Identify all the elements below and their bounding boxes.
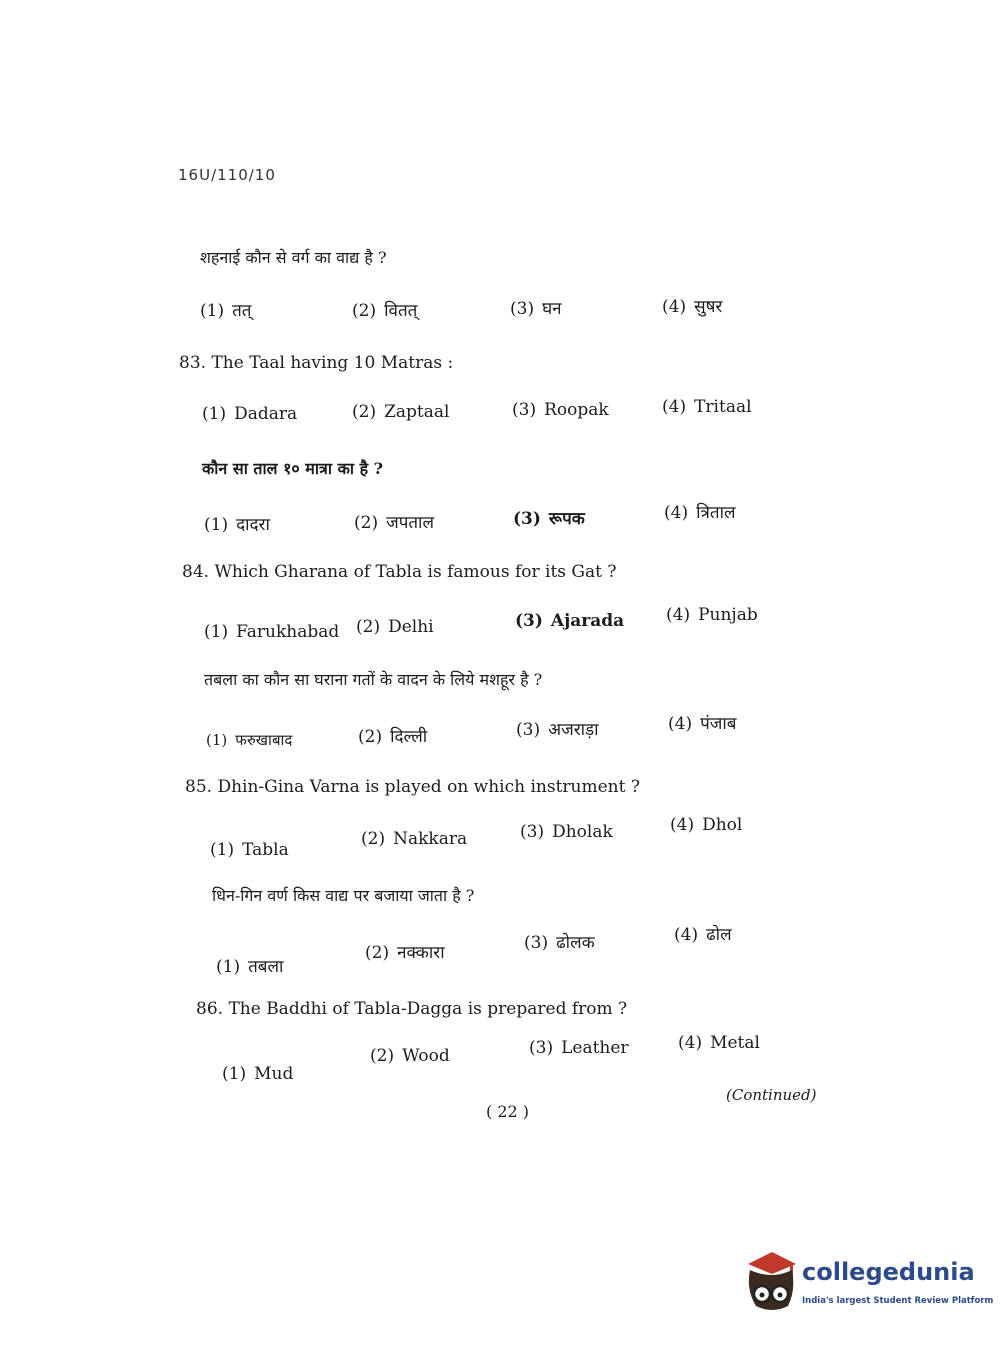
option-text: Nakkara	[393, 829, 468, 849]
option-text: नक्कारा	[397, 943, 445, 963]
option-number: (4)	[668, 714, 693, 734]
option-text: Delhi	[388, 617, 434, 637]
option-number: (3)	[520, 822, 545, 842]
option-number: (4)	[678, 1033, 703, 1053]
option-text: Dhol	[702, 815, 743, 835]
option-84-en-2	[356, 617, 434, 637]
option-number: (2)	[370, 1046, 395, 1066]
option-text: Zaptaal	[384, 402, 450, 422]
option-82-hi-1	[200, 298, 251, 321]
option-84-hi-1	[206, 730, 292, 750]
option-number: (1)	[204, 622, 229, 642]
option-number: (1)	[216, 957, 241, 977]
option-83-hi-4	[664, 500, 736, 523]
option-text: Leather	[561, 1038, 629, 1058]
option-number: (1)	[222, 1064, 247, 1084]
question-86: 86. The Baddhi of Tabla-Dagga is prepared from ?	[196, 999, 628, 1019]
option-85-en-3	[520, 822, 613, 842]
question-85-hindi: धिन-गिन वर्ण किस वाद्य पर बजाया जाता है ?	[212, 886, 475, 905]
option-text: Tabla	[242, 840, 289, 860]
option-text: वितत्	[384, 301, 418, 321]
option-82-hi-3	[510, 296, 562, 319]
option-number: (2)	[356, 617, 381, 637]
option-85-hi-4	[674, 922, 732, 945]
option-number: (2)	[354, 513, 379, 533]
option-text: घन	[542, 299, 562, 319]
collegedunia-logo	[742, 1250, 994, 1316]
option-text: जपताल	[386, 513, 434, 533]
option-number: (2)	[358, 727, 383, 747]
page-number: ( 22 )	[486, 1102, 530, 1121]
option-83-hi-2	[354, 510, 434, 533]
option-text: तबला	[248, 957, 284, 977]
question-82-hindi: शहनाई कौन से वर्ग का वाद्य है ?	[200, 248, 387, 267]
question-84-hindi: तबला का कौन सा घराना गतों के वादन के लिये मशहूर है ?	[204, 670, 543, 689]
question-84: 84. Which Gharana of Tabla is famous for its Gat ?	[182, 562, 617, 582]
option-number: (1)	[204, 515, 229, 535]
option-text: ढोल	[706, 925, 732, 945]
option-text: Tritaal	[694, 397, 752, 417]
option-85-hi-1	[216, 954, 283, 977]
option-number: (1)	[200, 301, 225, 321]
option-86-en-2	[370, 1046, 450, 1066]
option-text: Wood	[402, 1046, 450, 1066]
option-number: (3)	[510, 299, 535, 319]
option-text: Punjab	[698, 605, 758, 625]
logo-tagline: India's largest Student Review Platform	[802, 1296, 994, 1306]
option-number: (4)	[662, 397, 687, 417]
question-83: 83. The Taal having 10 Matras :	[179, 353, 454, 373]
continued-note: (Continued)	[726, 1086, 817, 1104]
option-text: Mud	[254, 1064, 294, 1084]
logo-wordmark: collegedunia	[802, 1258, 975, 1286]
option-86-en-4	[678, 1033, 760, 1053]
option-text: फरुखाबाद	[235, 731, 293, 749]
option-85-en-1	[210, 840, 289, 860]
option-83-hi-3	[513, 506, 585, 529]
option-text: अजराड़ा	[548, 720, 599, 740]
option-number: (1)	[210, 840, 235, 860]
option-84-en-1	[204, 622, 339, 642]
mascot-icon	[742, 1250, 800, 1316]
option-83-en-3	[512, 400, 609, 420]
option-number: (3)	[515, 611, 543, 631]
option-number: (4)	[662, 297, 687, 317]
option-text: सुषर	[694, 297, 723, 317]
option-82-hi-2	[352, 298, 417, 321]
option-number: (2)	[361, 829, 386, 849]
option-number: (2)	[365, 943, 390, 963]
option-85-hi-3	[524, 930, 595, 953]
option-number: (3)	[529, 1038, 554, 1058]
option-number: (2)	[352, 301, 377, 321]
option-84-hi-2	[358, 724, 427, 747]
option-number: (1)	[206, 731, 228, 749]
option-text: Roopak	[544, 400, 609, 420]
option-84-hi-4	[668, 711, 736, 734]
option-number: (2)	[352, 402, 377, 422]
option-text: Ajarada	[550, 611, 625, 631]
option-84-hi-3	[516, 717, 599, 740]
option-text: पंजाब	[700, 714, 737, 734]
option-number: (3)	[513, 509, 541, 529]
option-86-en-1	[222, 1064, 293, 1084]
option-text: दादरा	[236, 515, 270, 535]
question-85: 85. Dhin-Gina Varna is played on which instrument ?	[185, 777, 640, 797]
option-text: Dholak	[552, 822, 613, 842]
option-number: (4)	[674, 925, 699, 945]
option-text: Dadara	[234, 404, 298, 424]
option-84-en-4	[666, 605, 758, 625]
option-text: Metal	[710, 1033, 760, 1053]
option-83-en-2	[352, 402, 449, 422]
option-85-en-4	[670, 815, 742, 835]
option-text: दिल्ली	[390, 727, 428, 747]
option-number: (4)	[670, 815, 695, 835]
option-86-en-3	[529, 1038, 629, 1058]
option-83-hi-1	[204, 512, 270, 535]
option-number: (3)	[512, 400, 537, 420]
option-number: (3)	[524, 933, 549, 953]
option-85-hi-2	[365, 940, 445, 963]
option-82-hi-4	[662, 294, 722, 317]
option-84-en-3	[515, 611, 624, 631]
option-83-en-1	[202, 404, 297, 424]
option-text: Farukhabad	[236, 622, 340, 642]
option-83-en-4	[662, 397, 752, 417]
option-number: (3)	[516, 720, 541, 740]
option-text: रूपक	[548, 509, 585, 529]
option-text: तत्	[232, 301, 252, 321]
paper-code: 16U/110/10	[178, 166, 276, 184]
option-85-en-2	[361, 829, 467, 849]
option-number: (4)	[664, 503, 689, 523]
option-number: (1)	[202, 404, 227, 424]
option-text: ढोलक	[556, 933, 595, 953]
option-text: त्रिताल	[696, 503, 736, 523]
question-83-hindi: कौन सा ताल १० मात्रा का है ?	[202, 459, 384, 478]
option-number: (4)	[666, 605, 691, 625]
